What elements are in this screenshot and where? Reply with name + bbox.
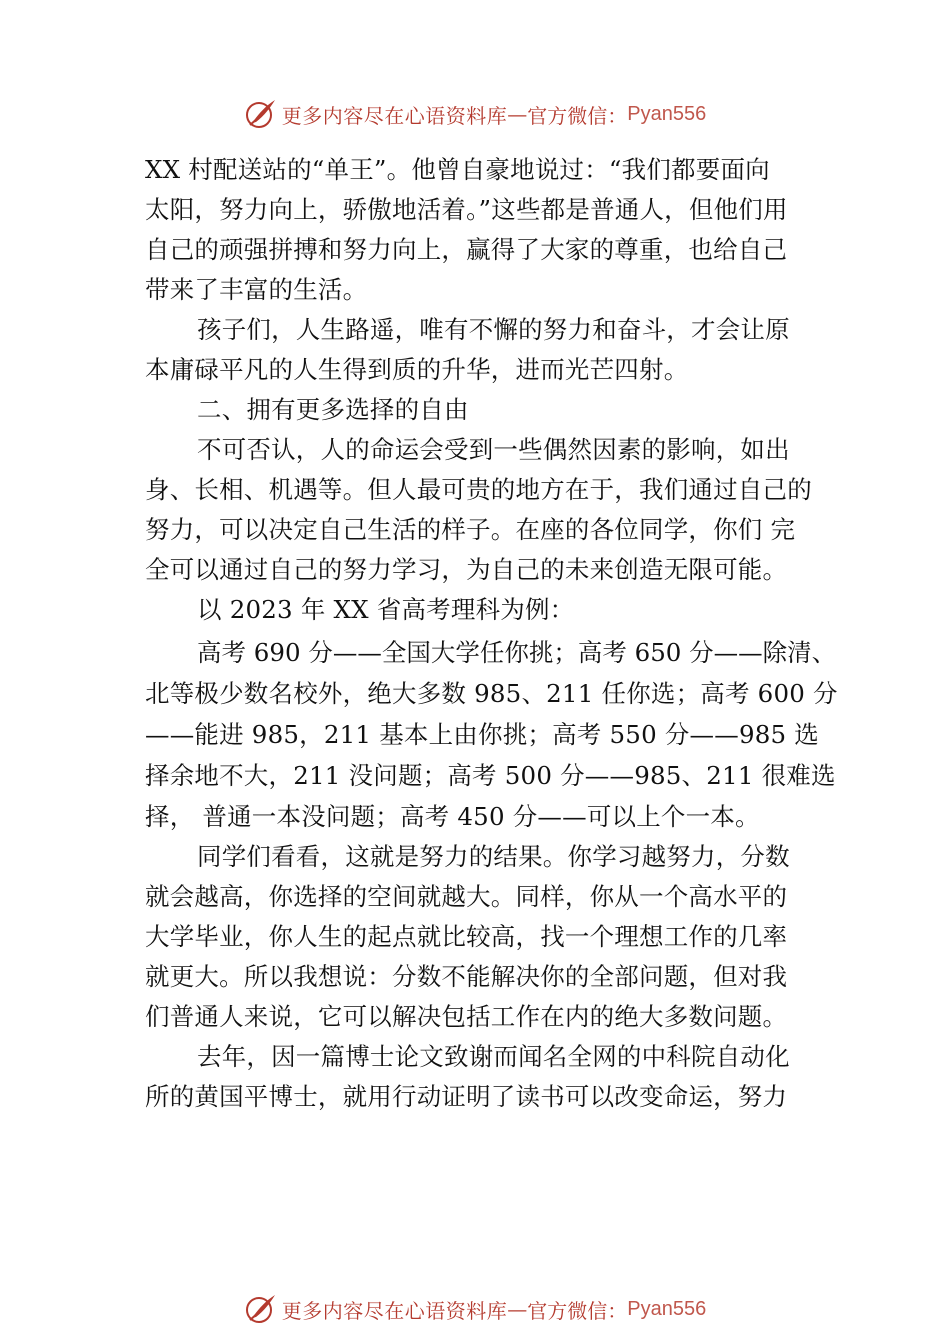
wechat-label: 官方微信： [527,103,628,128]
text-line: 身、长相、机遇等。但人最可贵的地方在于，我们通过自己的 [145,475,812,504]
text-line: XX 村配送站的“单王”。他曾自豪地说过：“我们都要面向 [145,155,770,184]
text-line: 同学们看看，这就是努力的结果。你学习越努力，分数 [197,842,790,871]
document-body [145,150,845,1117]
quill-logo-icon [244,1292,278,1326]
section-heading: 二、拥有更多选择的自由 [197,395,469,424]
text-line: 全可以通过自己的努力学习，为自己的未来创造无限可能。 [145,555,788,584]
text-line: 努力，可以决定自己生活的样子。在座的各位同学，你们 完 [145,515,796,544]
text-line: 们普通人来说，它可以解决包括工作在内的绝大多数问题。 [145,1002,788,1031]
text-line: 择， 普通一本没问题；高考 450 分——可以上个一本。 [145,802,760,831]
text-line: 带来了丰富的生活。 [145,275,368,304]
text-line: 自己的顽强拼搏和努力向上，赢得了大家的尊重，也给自己 [145,235,788,264]
text-line: 大学毕业，你人生的起点就比较高，找一个理想工作的几率 [145,922,788,951]
header-banner [0,94,950,134]
banner-separator: — [507,102,528,126]
banner-text: 更多内容尽在心语资料库 [281,1298,508,1323]
wechat-id: Pyan556 [627,102,707,125]
text-line: 北等极少数名校外，绝大多数 985、211 任你选；高考 600 分 [145,679,838,708]
text-line: 本庸碌平凡的人生得到质的升华，进而光芒四射。 [145,355,689,384]
text-line: 就更大。所以我想说：分数不能解决你的全部问题，但对我 [145,962,788,991]
banner-separator: — [507,1297,528,1321]
text-line: 孩子们，人生路遥，唯有不懈的努力和奋斗，才会让原 [197,315,790,344]
banner-text: 更多内容尽在心语资料库 [281,103,508,128]
text-line: 就会越高，你选择的空间就越大。同样，你从一个高水平的 [145,882,788,911]
text-line: 去年，因一篇博士论文致谢而闻名全网的中科院自动化 [197,1042,790,1071]
footer-banner [0,1289,950,1329]
wechat-id: Pyan556 [627,1297,707,1320]
text-line: 不可否认，人的命运会受到一些偶然因素的影响，如出 [197,435,790,464]
quill-logo-icon [244,97,278,131]
text-line: 以 2023 年 XX 省高考理科为例： [197,595,575,624]
wechat-label: 官方微信： [527,1298,628,1323]
text-line: 太阳，努力向上，骄傲地活着。”这些都是普通人，但他们用 [145,195,788,224]
text-line: ——能进 985，211 基本上由你挑；高考 550 分——985 选 [145,720,819,749]
text-line: 高考 690 分——全国大学任你挑；高考 650 分——除清、 [197,638,837,667]
text-line: 择余地不大，211 没问题；高考 500 分——985、211 很难选 [145,761,836,790]
text-line: 所的黄国平博士，就用行动证明了读书可以改变命运，努力 [145,1082,788,1111]
